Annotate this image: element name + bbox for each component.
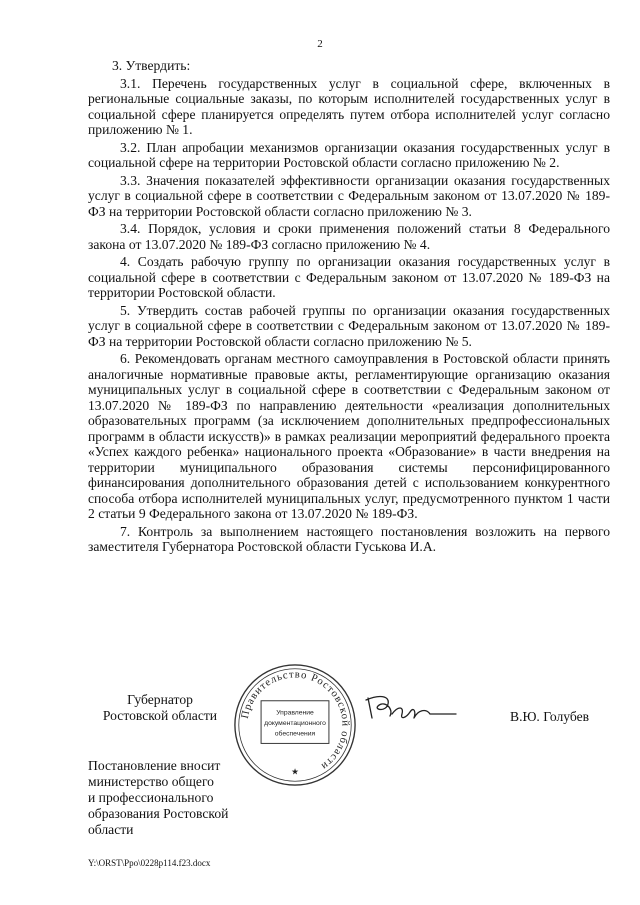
paragraph-3-4: 3.4. Порядок, условия и сроки применения положений статьи 8 Федерального закона от 13.07.2020 № 189-ФЗ согласно приложению № 4. [88, 221, 610, 252]
signatory-title-line2: Ростовской области [102, 708, 218, 723]
page-number: 2 [317, 38, 323, 50]
paragraph-4: 4. Создать рабочую группу по организации оказания государственных услуг в социальной сфере в соответствии с Федеральным законом от 13.07.2020 № 189-ФЗ на территории Ростовской области. [88, 254, 610, 300]
handwritten-signature [360, 688, 460, 733]
signatory-name: В.Ю. Голубев [510, 709, 590, 724]
paragraph-3-1: 3.1. Перечень государственных услуг в социальной сфере, включенных в региональные социальные заказы, по которым исполнителей государственных услуг в социальной сфере планируется определять путем отбора исполнителей услуг согласно приложению № 1. [88, 75, 610, 137]
paragraph-5: 5. Утвердить состав рабочей группы по организации оказания государственных услуг в социальной сфере в соответствии с Федеральным законом от 13.07.2020 № 189-ФЗ на территории Ростовской области согласно приложению № 5. [88, 302, 610, 349]
paragraph-6: 6. Рекомендовать органам местного самоуправления в Ростовской области принять аналогичные нормативные правовые акты, регламентирующие организацию оказания муниципальных услуг в социальной сфере в соответствии с Федеральным законом от 13.07.2020 № 189-ФЗ по направлению деятельности «реализация дополнительных образовательных программ (за исключением дополнительных предпрофессиональных программ в области искусств)» в рамках реализации мероприятий федерального проекта «Успех каждого ребенка» национального проекта «Образование» в части внедрения на территории муниципального образования системы персонифицированного финансирования дополнительного образования детей с использованием конкурентного способа отбора исполнителей муниципальных услуг, предусмотренного пунктом 1 части 2 статьи 9 Федерального закона от 13.07.2020 № 189-ФЗ. [88, 351, 610, 521]
submitted-by-line5: области [88, 822, 134, 837]
paragraph-3-2: 3.2. План апробации механизмов организации оказания государственных услуг в социальной сфере на территории Ростовской области согласно приложению № 2. [88, 139, 610, 170]
seal-star-icon: ★ [291, 767, 299, 778]
seal-inner-line3: обеспечения [274, 730, 316, 738]
submitted-by-line1: Постановление вносит [88, 758, 221, 773]
seal-ring-text: Правительство Ростовской области [239, 669, 351, 772]
submitted-by-line2: министерство общего [88, 774, 214, 789]
submitted-by-line3: и профессионального [88, 790, 214, 805]
file-path: Y:\ORST\Ppo\0228p114.f23.docx [88, 858, 211, 868]
paragraph-7: 7. Контроль за выполнением настоящего постановления возложить на первого заместителя Губернатора Ростовской области Гуськова И.А. [88, 523, 610, 554]
document-body [88, 58, 610, 557]
signatory-title [90, 692, 230, 724]
paragraph-3: 3. Утвердить: [112, 58, 191, 73]
submitted-by-line4: образования Ростовской [88, 806, 229, 821]
submitted-by-block [88, 758, 268, 838]
seal-inner-line2: документационного [264, 720, 326, 727]
paragraph-3-3: 3.3. Значения показателей эффективности организации оказания государственных услуг в социальной сфере в соответствии с Федеральным законом от 13.07.2020 № 189-ФЗ на территории Ростовской области согласно приложению № 3. [88, 172, 610, 219]
seal-inner-line1: Управление [276, 709, 314, 717]
signatory-title-line1: Губернатор [127, 692, 193, 707]
